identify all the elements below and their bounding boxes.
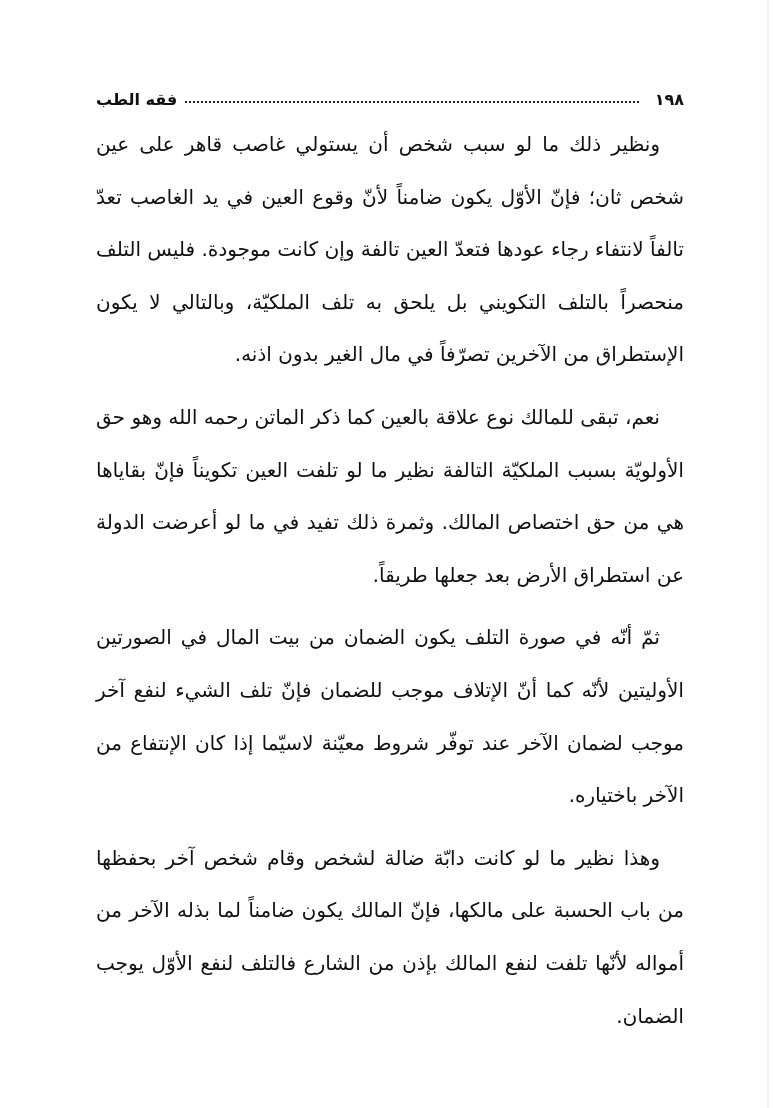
paragraph-4: وهذا نظير ما لو كانت دابّة ضالة لشخص وقام شخص آخر بحفظها من باب الحسبة على مالكها، فإنّ المالك يكون ضامناً لما بذله الآخر من أمواله لأنّها تلفت لنفع المالك بإذن من الشارع فالتلف لنفع الأوّل يوجب الضمان. <box>96 845 684 1028</box>
running-header <box>96 84 684 114</box>
paragraph-2: نعم، تبقى للمالك نوع علاقة بالعين كما ذكر الماتن رحمه الله وهو حق الأولويّة بسبب الملكيّة التالفة نظير ما لو تلفت العين تكويناً فإنّ بقاياها هي من حق اختصاص المالك. وثمرة ذلك تفيد في ما لو أعرضت الدولة عن استطراق الأرض بعد جعلها طريقاً. <box>96 404 684 587</box>
paragraph-1: ونظير ذلك ما لو سبب شخص أن يستولي غاصب قاهر على عين شخص ثان؛ فإنّ الأوّل يكون ضامناً لأنّ وقوع العين في يد الغاصب تعدّ تالفاً لانتفاء رجاء عودها فتعدّ العين تالفة وإن كانت موجودة. فليس التلف منحصراً بالتلف التكويني بل يلحق به تلف الملكيّة، وبالتالي لا يكون الإستطراق من الآخرين تصرّفاً في مال الغير بدون اذنه. <box>96 132 684 367</box>
book-title: فقه الطب <box>96 89 178 109</box>
paragraph-3: ثمّ أنّه في صورة التلف يكون الضمان من بيت المال في الصورتين الأوليتين لأنّه كما أنّ الإتلاف موجب للضمان فإنّ تلف الشيء لنفع آخر موجب لضمان الآخر عند توفّر شروط معيّنة لاسيّما إذا كان الإنتفاع من الآخر باختياره. <box>96 625 684 808</box>
page-body <box>96 118 684 1043</box>
page-number: ١٩٨ <box>654 89 684 109</box>
header-dotted-leader <box>185 101 638 103</box>
scan-edge-line <box>767 0 769 1108</box>
